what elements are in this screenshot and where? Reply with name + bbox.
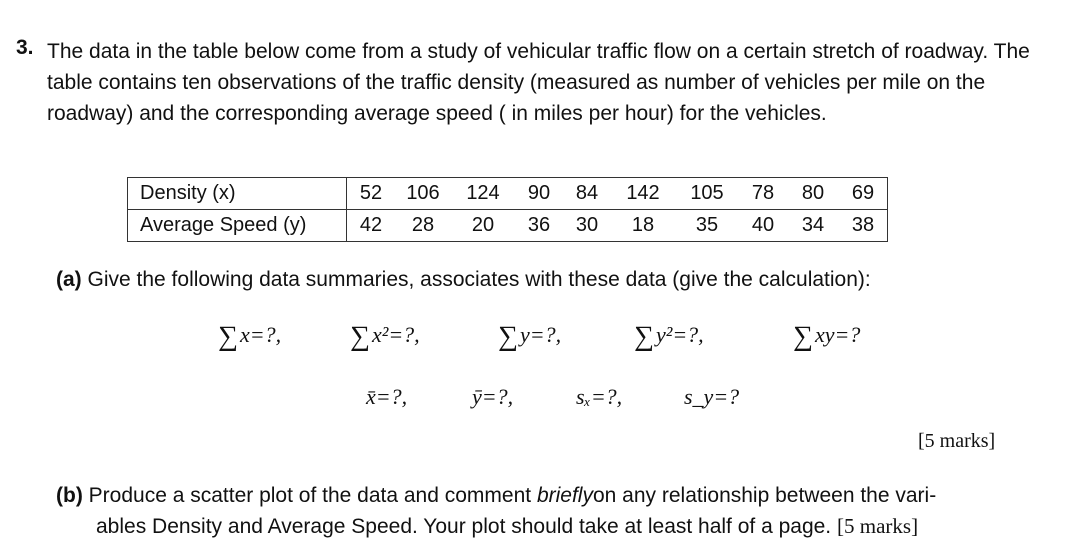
- sum-y: [498, 318, 561, 350]
- part-b-emphasis: briefly: [536, 484, 593, 507]
- table-cell: 78: [739, 178, 787, 210]
- table-cell: 42: [347, 210, 396, 242]
- sigma-icon: ∑: [793, 321, 813, 352]
- table-cell: 142: [611, 178, 675, 210]
- part-b-text-2: ables Density and Average Speed. Your plot should take at least half of a page.: [96, 515, 832, 538]
- part-b-prompt: [56, 480, 1046, 542]
- data-table: [127, 177, 888, 242]
- table-cell: 105: [675, 178, 739, 210]
- table-cell: 52: [347, 178, 396, 210]
- part-a-marks: [5 marks]: [918, 430, 996, 452]
- table-row: [128, 210, 888, 242]
- sd-x: sₓ=?,: [576, 384, 623, 409]
- mean-y: ȳ=?,: [472, 384, 514, 409]
- table-cell: 30: [563, 210, 611, 242]
- sigma-icon: ∑: [350, 321, 370, 352]
- table-cell: 18: [611, 210, 675, 242]
- table-cell: 90: [515, 178, 563, 210]
- sd-y: s_y=?: [684, 384, 740, 409]
- table-row: [128, 178, 888, 210]
- table-cell: 69: [839, 178, 888, 210]
- row-label: Average Speed (y): [128, 210, 347, 242]
- part-b-text-1b: on any relationship between the vari-: [592, 484, 937, 507]
- table-cell: 40: [739, 210, 787, 242]
- part-a-prompt: [56, 268, 871, 292]
- sum-y2: [634, 318, 704, 350]
- part-b-text-1: Produce a scatter plot of the data and comment: [88, 484, 532, 507]
- part-b-marks: [5 marks]: [837, 514, 919, 538]
- row-label: Density (x): [128, 178, 347, 210]
- sum-xy: [793, 318, 860, 350]
- table-cell: 38: [839, 210, 888, 242]
- part-b-tag: (b): [56, 484, 83, 507]
- table-cell: 28: [395, 210, 451, 242]
- table-cell: 106: [395, 178, 451, 210]
- table-cell: 35: [675, 210, 739, 242]
- mean-x: x̄=?,: [366, 384, 408, 409]
- table-cell: 124: [451, 178, 515, 210]
- sum-xy-expr: xy=?: [814, 322, 861, 347]
- table-cell: 36: [515, 210, 563, 242]
- table-cell: 80: [787, 178, 839, 210]
- sigma-icon: ∑: [218, 321, 238, 352]
- part-a-tag: (a): [56, 268, 82, 291]
- sum-x2-expr: x²=?,: [371, 322, 420, 347]
- question-number: 3.: [16, 36, 34, 59]
- part-a-text: Give the following data summaries, associates with these data (give the calculation):: [87, 268, 871, 291]
- sum-y2-expr: y²=?,: [655, 322, 704, 347]
- question-intro: The data in the table below come from a study of vehicular traffic flow on a certain stretch of roadway. The table contains ten observations of the traffic density (measured as number of vehicles per mile on the roadway) and the corresponding average speed ( in miles per hour) for the vehicles.: [47, 40, 1030, 125]
- sigma-icon: ∑: [498, 321, 518, 352]
- table-cell: 34: [787, 210, 839, 242]
- sum-y-expr: y=?,: [519, 322, 562, 347]
- sum-x: [218, 318, 281, 350]
- sum-x-expr: x=?,: [239, 322, 282, 347]
- table-cell: 20: [451, 210, 515, 242]
- table-cell: 84: [563, 178, 611, 210]
- sum-x2: [350, 318, 420, 350]
- sigma-icon: ∑: [634, 321, 654, 352]
